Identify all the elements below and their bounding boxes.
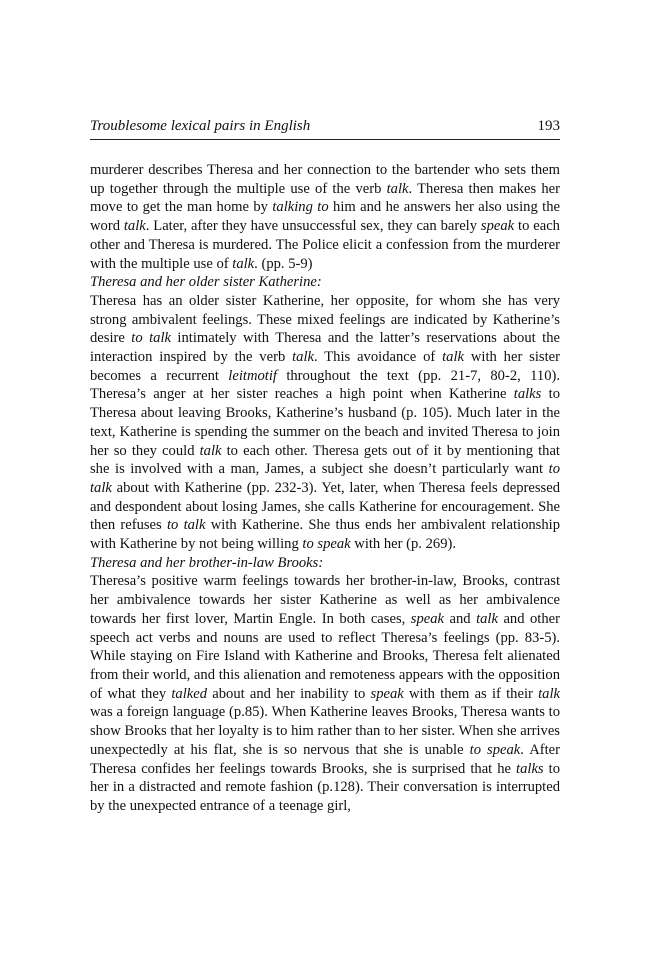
text-run: with her (p. 269). (350, 536, 457, 553)
italic-term: to speak (302, 536, 351, 553)
italic-term: to talk (90, 461, 560, 496)
text-run: to each other. Theresa gets out of it by mentioning that she is involved with a man, James, a subject she doesn’t particularly want (90, 442, 560, 478)
text-run: to each other and Theresa is murdered. The Police elicit a confession from the murderer with the multiple use of (90, 218, 560, 272)
paragraph (90, 292, 560, 554)
section-heading: Theresa and her older sister Katherine: (90, 274, 322, 291)
text-run: . (pp. 5-9) (254, 255, 313, 272)
italic-term: talks (513, 386, 542, 403)
italic-term: talk (292, 349, 314, 366)
text-run: and (444, 610, 477, 627)
text-run: . After Theresa confides her feelings towards Brooks, she is surprised that he (90, 741, 560, 777)
italic-term: to speak (469, 741, 521, 758)
italic-term: talk (476, 610, 498, 627)
italic-term: talk (199, 442, 222, 459)
italic-term: leitmotif (228, 367, 277, 384)
italic-term: talks (516, 760, 544, 777)
text-run: intimately with Theresa and the latter’s reservations about the interaction inspired by the verb (90, 330, 560, 366)
italic-term: to talk (166, 517, 206, 534)
text-run: to Theresa about leaving Brooks, Katherine’s husband (p. 105). Much later in the text, Katherine is spending the summer on the beach and invited Theresa to join her so they could (90, 386, 560, 459)
text-run: . Later, after they have unsuccessful sex, they can barely (145, 218, 481, 235)
italic-term: talk (123, 218, 146, 235)
italic-term: talk (538, 685, 560, 702)
text-run: about with Katherine (pp. 232-3). Yet, later, when Theresa feels depressed and despondent about losing James, she calls Katherine for encouragement. She then refuses (90, 479, 560, 534)
text-run: him and he answers her also using the word (90, 199, 560, 235)
section-heading: Theresa and her brother-in-law Brooks: (90, 554, 324, 571)
text-run: with her sister becomes a recurrent (90, 349, 560, 384)
text-run: to her in a distracted and remote fashion (p.128). Their conversation is interrupted by the unexpected entrance of a teenage girl, (90, 760, 560, 814)
text-run: and other speech act verbs and nouns are used to reflect Theresa’s feelings (pp. 83-5). While staying on Fire Island with Katherine and Brooks, Theresa felt alienated from their world, and this alienation and remoteness appears with the opposition of what they (90, 610, 560, 702)
italic-term: talk (386, 180, 409, 197)
italic-term: speak (480, 218, 515, 235)
text-run: Theresa has an older sister Katherine, her opposite, for whom she has very strong ambivalent feelings. These mixed feelings are indicated by Katherine’s desire (90, 292, 560, 347)
text-run: murderer describes Theresa and her connection to the bartender who sets them up together through the multiple use of the verb (90, 162, 560, 197)
italic-term: speak (410, 610, 444, 627)
text-run: with them as if their (403, 685, 539, 702)
italic-term: to talk (131, 330, 171, 347)
text-run: throughout the text (pp. 21-7, 80-2, 110). Theresa’s anger at her sister reaches a high point when Katherine (90, 367, 561, 403)
text-run: Theresa’s positive warm feelings towards her brother-in-law, Brooks, contrast her ambivalence towards her sister Katherine as well as her ambivalence towards her first lover, Martin Engle. In both cases, (90, 573, 560, 627)
text-run: . Theresa then makes her move to get the man home by (90, 180, 560, 216)
text-run: . This avoidance of (314, 349, 443, 366)
paragraph (90, 572, 560, 815)
italic-term: talked (171, 685, 208, 702)
italic-term: talk (442, 349, 464, 366)
italic-term: talk (232, 255, 255, 272)
page-number: 193 (537, 118, 560, 134)
running-header (90, 118, 560, 140)
running-title: Troublesome lexical pairs in English (90, 118, 311, 134)
text-run: was a foreign language (p.85). When Katherine leaves Brooks, Theresa wants to show Brooks that her loyalty is to him rather than to her sister. When she arrives unexpectedly at his flat, she is so nervous that she is unable (90, 704, 560, 758)
book-page (90, 118, 560, 816)
body-text (90, 161, 560, 816)
italic-term: talking to (272, 199, 329, 216)
paragraph (90, 161, 560, 273)
text-run: with Katherine. She thus ends her ambivalent relationship with Katherine by not being willing (90, 517, 560, 553)
text-run: about and her inability to (207, 685, 371, 702)
italic-term: speak (370, 685, 404, 702)
